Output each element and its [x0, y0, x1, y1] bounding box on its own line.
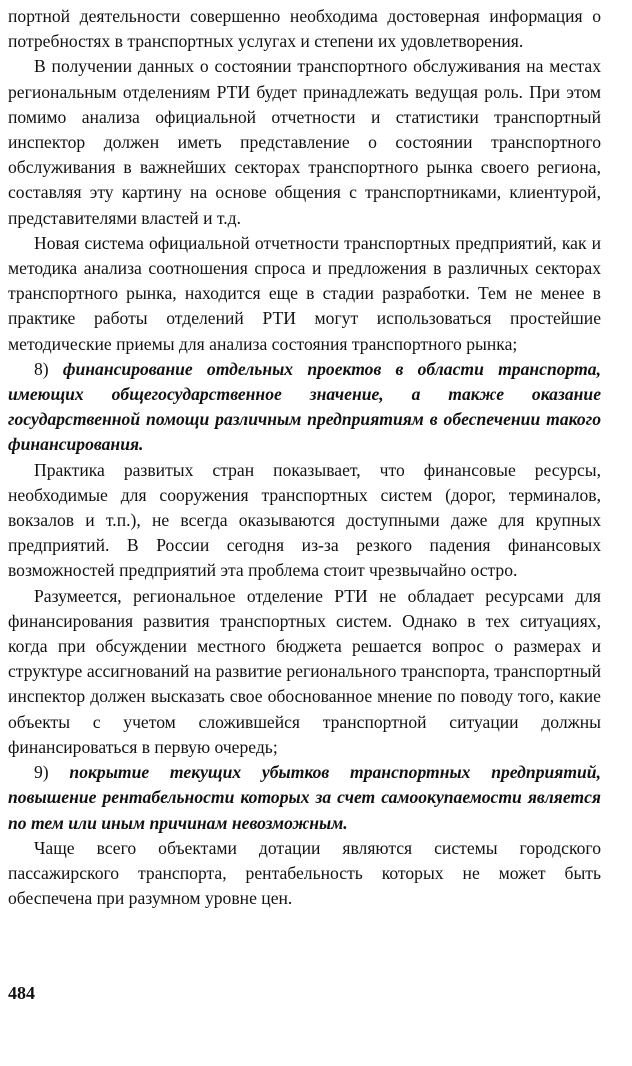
list-item-9 — [8, 760, 601, 836]
list-item-number: 8) — [34, 358, 49, 379]
paragraph-reporting-system: Новая система официальной отчетности транспортных предприятий, как и методика анализа соотношения спроса и предложения в различных секторах транспортного рынка, находится еще в стадии разработки. Тем не менее в практике работы отделений РТИ могут использоваться простейшие методические приемы для анализа состояния транспортного рынка; — [8, 232, 601, 354]
page-text — [8, 4, 601, 911]
paragraph-regional-data: В получении данных о состоянии транспортного обслуживания на местах региональным отделениям РТИ будет принадлежать ведущая роль. При этом помимо анализа официальной отчетности и статистики транспортный инспектор должен иметь представление о состоянии транспортного обслуживания в важнейших секторах транспортного рынка своего региона, составляя эту картину на основе общения с транспортниками, клиентурой, представителями властей и т.д. — [8, 56, 601, 228]
paragraph-subsidies: Чаще всего объектами дотации являются системы городского пассажирского транспорта, рентабельность которых не может быть обеспечена при разумном уровне цен. — [8, 837, 601, 909]
paragraph-financial-resources: Практика развитых стран показывает, что финансовые ресурсы, необходимые для сооружения транспортных систем (дорог, терминалов, вокзалов и т.п.), не всегда оказываются доступными даже для крупных предприятий. В России сегодня из-за резкого падения финансовых возможностей предприятий эта проблема стоит чрезвычайно остро. — [8, 459, 601, 581]
page-number: 484 — [8, 983, 35, 1003]
list-item-text: покрытие текущих убытков транспортных предприятий, повышение рентабельности которых за счет самоокупаемости является по тем или иным причинам невозможным. — [8, 762, 601, 833]
paragraph-regional-budget: Разумеется, региональное отделение РТИ не обладает ресурсами для финансирования развития транспортных систем. Однако в тех ситуациях, когда при обсуждении местного бюджета решается вопрос о размерах и структуре ассигнований на развитие регионального транспорта, транспортный инспектор должен высказать свое обоснованное мнение по поводу того, какие объекты с учетом сложившейся транспортной ситуации должны финансироваться в первую очередь; — [8, 585, 601, 757]
list-item-number: 9) — [34, 762, 49, 783]
list-item-text: финансирование отдельных проектов в области транспорта, имеющих общегосударственное значение, а также оказание государственной помощи различным предприятиям в обеспечении такого финансирования. — [8, 358, 601, 455]
paragraph-continuation: портной деятельности совершенно необходима достоверная информация о потребностях в транспортных услугах и степени их удовлетворения. — [8, 6, 601, 52]
list-item-8 — [8, 357, 601, 458]
